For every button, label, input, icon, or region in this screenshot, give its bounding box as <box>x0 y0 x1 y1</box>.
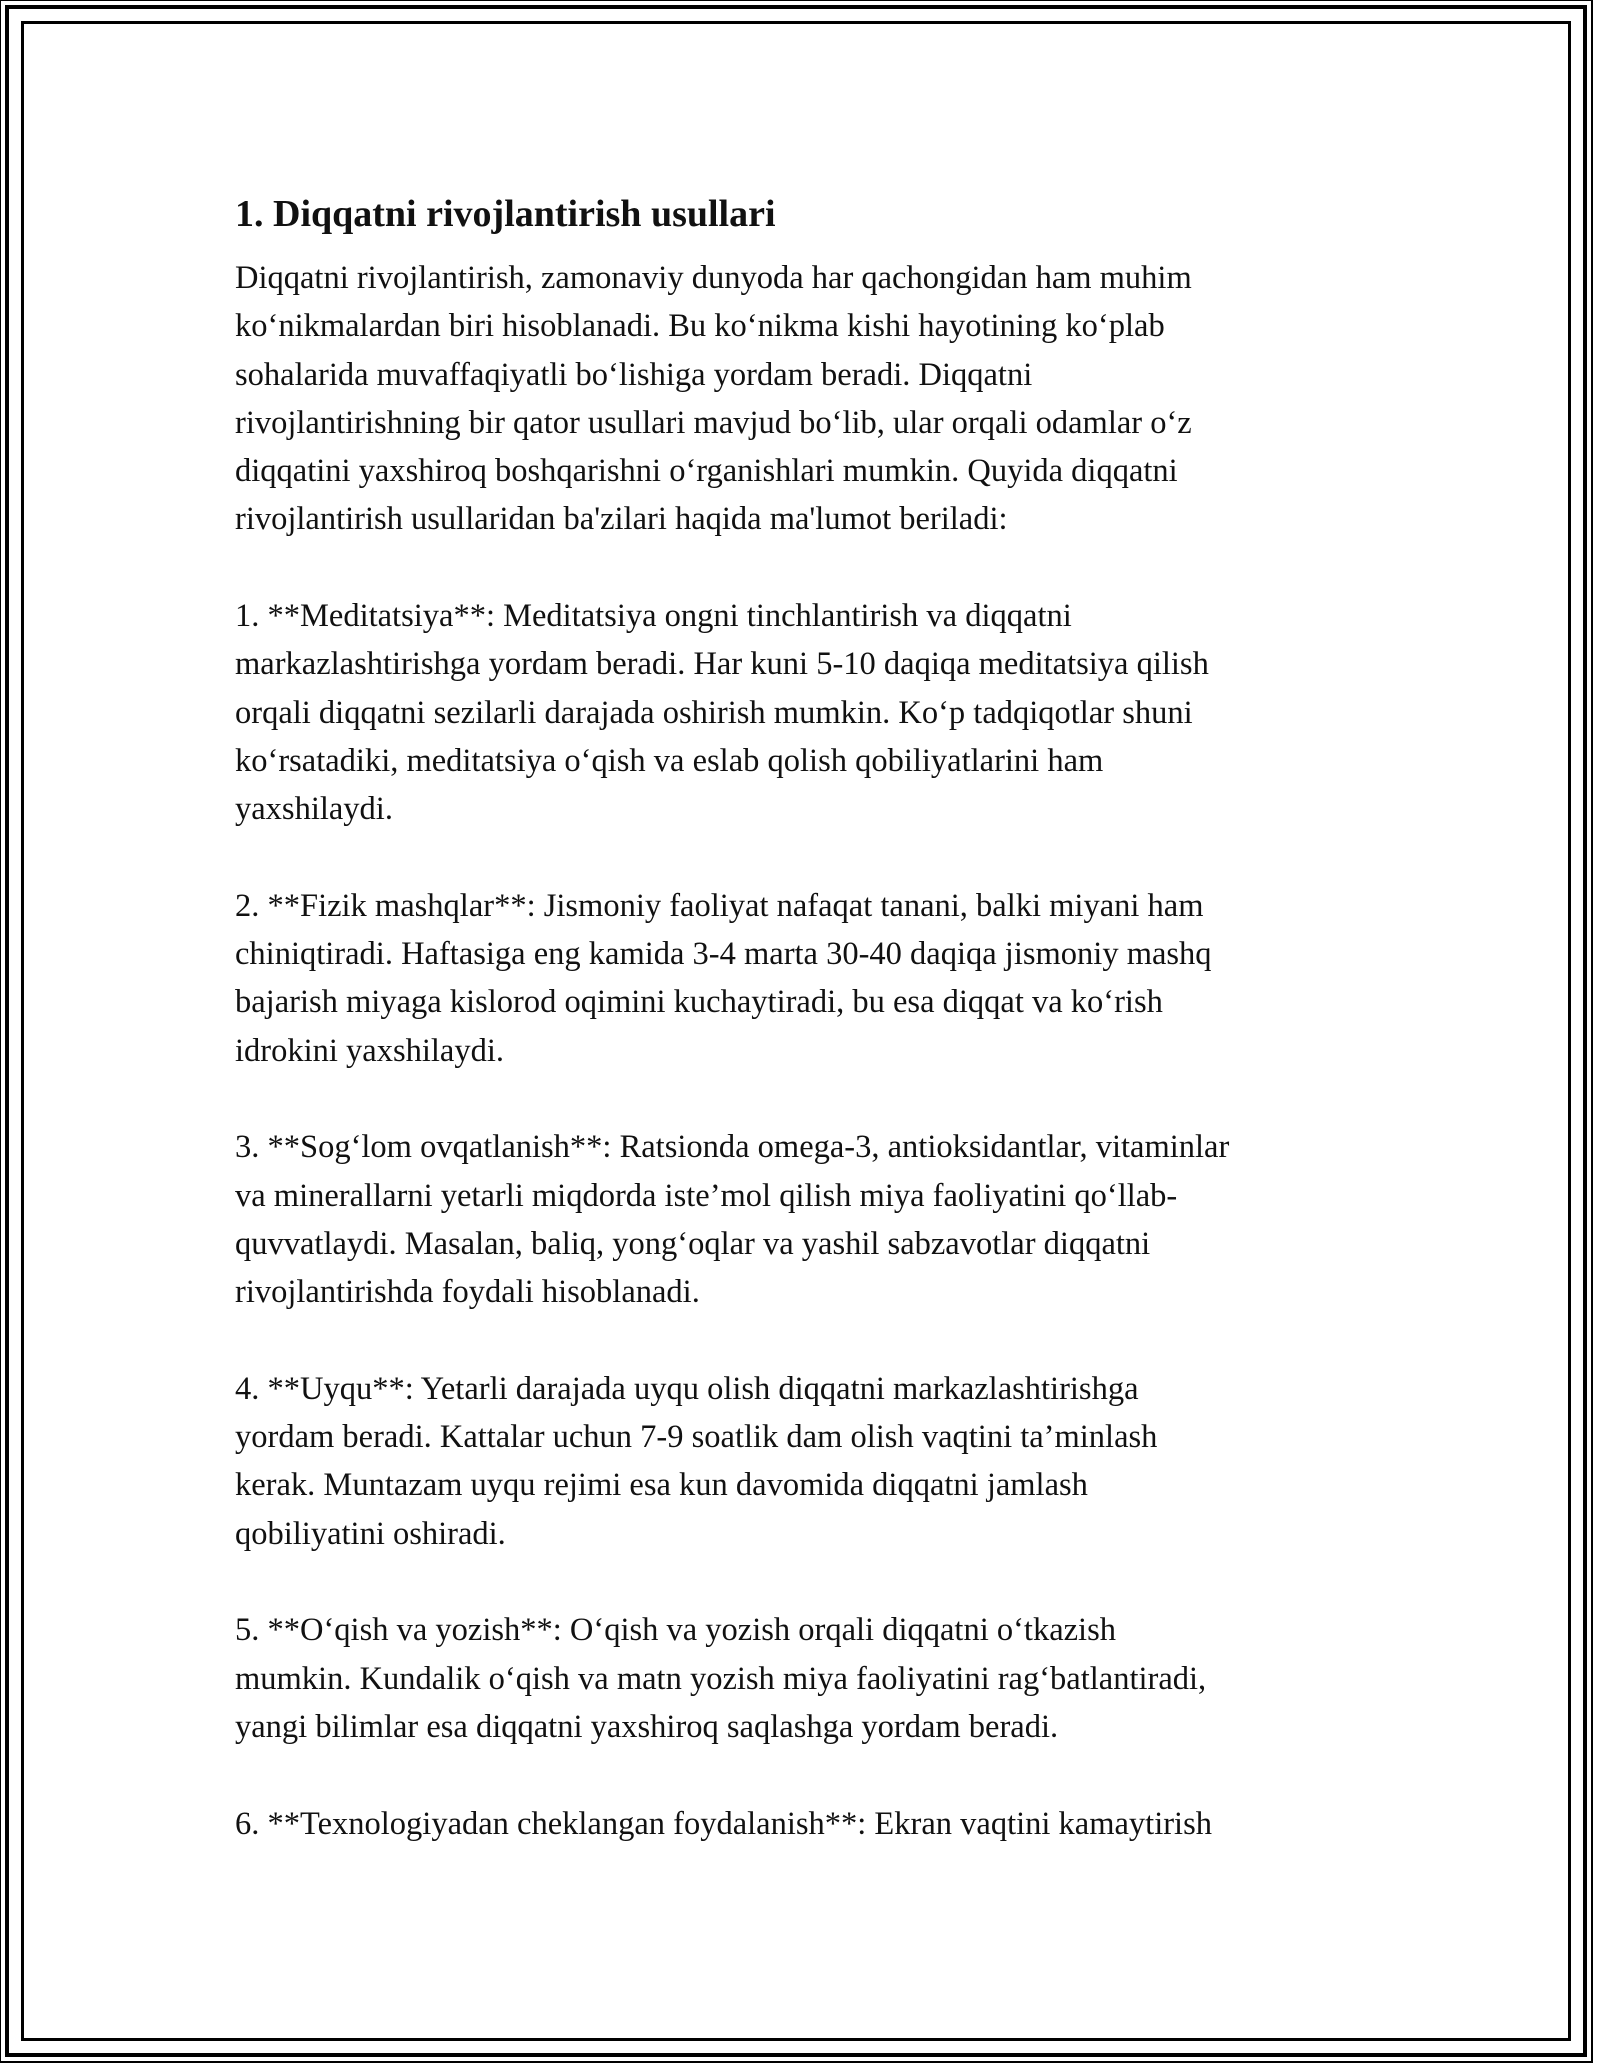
text-line: 3. **Sog‘lom ovqatlanish**: Ratsionda omega-3, antioksidantlar, vitaminlar <box>235 1129 1230 1166</box>
text-line: 5. **O‘qish va yozish**: O‘qish va yozish orqali diqqatni o‘tkazish <box>235 1612 1116 1649</box>
list-item-meditation <box>235 592 1375 833</box>
text-line: mumkin. Kundalik o‘qish va matn yozish miya faoliyatini rag‘batlantiradi, <box>235 1660 1207 1697</box>
list-item-limited-technology <box>235 1800 1375 1848</box>
text-line: idrokini yaxshilaydi. <box>235 1032 504 1069</box>
text-line: 6. **Texnologiyadan cheklangan foydalanish**: Ekran vaqtini kamaytirish <box>235 1805 1212 1842</box>
text-line: 4. **Uyqu**: Yetarli darajada uyqu olish diqqatni markazlashtirishga <box>235 1370 1139 1407</box>
document-title: 1. Diqqatni rivojlantirish usullari <box>235 193 776 235</box>
text-line: qobiliyatini oshiradi. <box>235 1515 506 1552</box>
text-line: 2. **Fizik mashqlar**: Jismoniy faoliyat nafaqat tanani, balki miyani ham <box>235 887 1204 924</box>
text-line: bajarish miyaga kislorod oqimini kuchaytiradi, bu esa diqqat va ko‘rish <box>235 984 1163 1021</box>
text-line: sohalarida muvaffaqiyatli bo‘lishiga yordam beradi. Diqqatni <box>235 356 1033 393</box>
text-line: ko‘rsatadiki, meditatsiya o‘qish va eslab qolish qobiliyatlarini ham <box>235 742 1104 779</box>
list-item-reading-writing <box>235 1606 1375 1751</box>
text-line: rivojlantirishning bir qator usullari mavjud bo‘lib, ular orqali odamlar o‘z <box>235 404 1192 441</box>
text-line: markazlashtirishga yordam beradi. Har kuni 5-10 daqiqa meditatsiya qilish <box>235 646 1209 683</box>
text-line: Diqqatni rivojlantirish, zamonaviy dunyoda har qachongidan ham muhim <box>235 260 1192 296</box>
text-line: va minerallarni yetarli miqdorda iste’mol qilish miya faoliyatini qo‘llab- <box>235 1177 1178 1214</box>
document-body <box>235 188 1375 1896</box>
list-item-physical-exercise <box>235 882 1375 1075</box>
text-line: ko‘nikmalardan biri hisoblanadi. Bu ko‘nikma kishi hayotining ko‘plab <box>235 308 1165 345</box>
list-item-healthy-eating <box>235 1123 1375 1316</box>
text-line: orqali diqqatni sezilarli darajada oshirish mumkin. Ko‘p tadqiqotlar shuni <box>235 694 1193 731</box>
text-line: diqqatini yaxshiroq boshqarishni o‘rganishlari mumkin. Quyida diqqatni <box>235 453 1178 490</box>
text-line: chiniqtiradi. Haftasiga eng kamida 3-4 marta 30-40 daqiqa jismoniy mashq <box>235 936 1212 973</box>
text-line: yangi bilimlar esa diqqatni yaxshiroq saqlashga yordam beradi. <box>235 1708 1059 1745</box>
text-line: yordam beradi. Kattalar uchun 7-9 soatlik dam olish vaqtini ta’minlash <box>235 1419 1158 1456</box>
list-item-sleep <box>235 1365 1375 1558</box>
intro-paragraph <box>235 254 1375 544</box>
text-line: quvvatlaydi. Masalan, baliq, yong‘oqlar va yashil sabzavotlar diqqatni <box>235 1225 1151 1262</box>
text-line: rivojlantirishda foydali hisoblanadi. <box>235 1274 700 1311</box>
text-line: yaxshilaydi. <box>235 791 393 828</box>
text-line: 1. **Meditatsiya**: Meditatsiya ongni tinchlantirish va diqqatni <box>235 598 1072 635</box>
text-line: rivojlantirish usullaridan ba'zilari haqida ma'lumot beriladi: <box>235 501 1008 538</box>
text-line: kerak. Muntazam uyqu rejimi esa kun davomida diqqatni jamlash <box>235 1467 1088 1504</box>
